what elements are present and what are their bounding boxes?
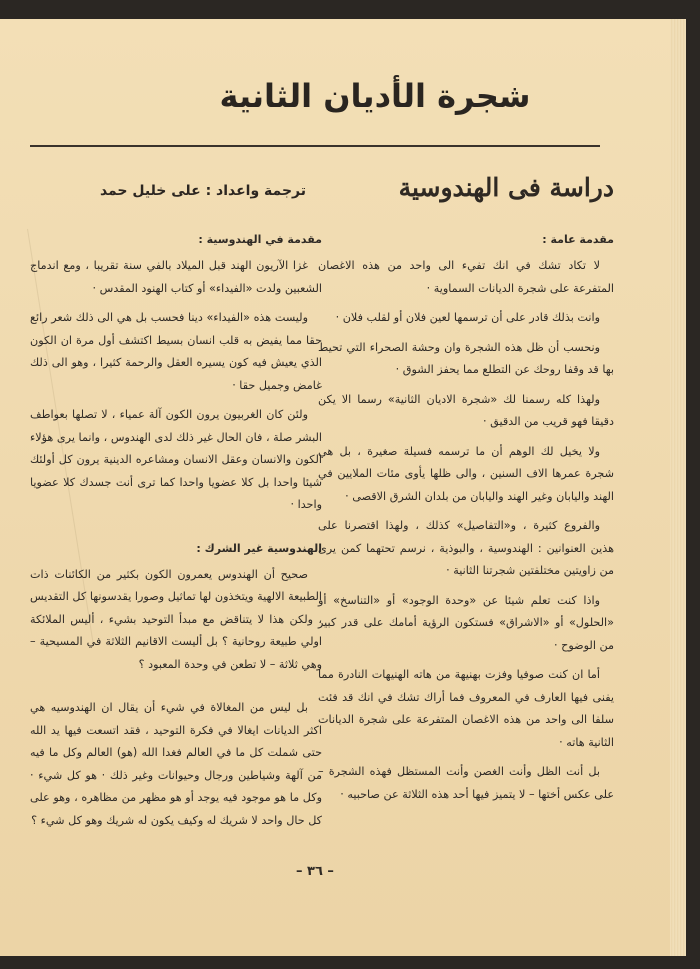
title-divider <box>30 145 600 147</box>
paragraph: غزا الآريون الهند قبل الميلاد بالفي سنة تقريبا ، ومع اندماج الشعبين ولدت «الفيداء» أو كتاب الهنود المقدس · <box>30 259 322 295</box>
section-heading: مقدمة عامة : <box>542 233 614 246</box>
right-column <box>318 229 614 813</box>
paragraph: صحيح أن الهندوس يعمرون الكون بكثير من الكائنات ذات الطبيعة الالهية ويتخذون لها تماثيل وصورا يقدسونها كل التقديس ، ولكن هذا لا يتناقض مع مبدأ التوحيد بشيء ، أليس الملائكة اولي طبيعة روحانية ؟ بل أليست الاقانيم الثلاثة في المسيحية – وهي ثلاثة – لا تطعن في وحدة المعبود ؟ <box>30 567 322 671</box>
paragraph: والفروع كثيرة ، و«التفاصيل» كذلك ، ولهذا اقتصرنا على هذين العنوانين : الهندوسية ، والبوذية ، نرسم تحتهما كمن يرى من زاويتين مختلفتين شجرتنا الثانية · <box>318 519 614 577</box>
left-column <box>30 229 322 839</box>
paragraph: ولا يخيل لك الوهم أن ما ترسمه فسيلة صغيرة ، بل هي شجرة عمرها الاف السنين ، والى ظلها يأوى مئات الملايين في الهند واليابان وغير الهند واليابان من بلدان الشرق الاقصى · <box>318 444 614 503</box>
section-heading: مقدمة في الهندوسية : <box>198 233 322 246</box>
paragraph: ولئن كان الغربيون يرون الكون آلة عمياء ، لا تصلها بعواطف البشر صلة ، فان الحال غير ذلك لدى الهندوس ، وانما يرى هؤلاء الكون والانسان وعقل الانسان ومشاعره الدينية يرون كل أولئك شيئا واحدا بل كلا عضويا واحدا كما ترى أنت جسدك كلا عضويا واحدا · <box>30 408 322 511</box>
paragraph: ولهذا كله رسمنا لك «شجرة الاديان الثانية» رسما الا يكن دقيقا فهو قريب من الدقيق · <box>318 392 614 428</box>
article-byline: ترجمة واعداد : على خليل حمد <box>99 183 306 199</box>
section-spacer <box>30 683 322 697</box>
paragraph: واذا كنت تعلم شيئا عن «وحدة الوجود» أو «التناسخ» أو «الحلول» أو «الاشراق» فستكون الرؤية أمامك على قدر كبير من الوضوح · <box>318 593 614 652</box>
paragraph: بل ليس من المغالاة في شيء أن يقال ان الهندوسيه هي اكثر الديانات ايغالا في فكرة التوحيد ، فقد اتسعت فيها يد الله حتى شملت كل ما في العالم فغدا الله (هو) العالم وكل ما فيه من آلهة وشياطين ورجال وحيوانات وغير ذلك · هو كل شيء · وكل ما هو موجود فيه يوجد أو هو مظهر من مظاهره ، وهو على كل حال واحد لا شريك له وكيف يكون له شريك وهو كل شيء ؟ <box>30 701 322 827</box>
article-subtitle: دراسة فى الهندوسية <box>398 173 614 202</box>
paragraph: بل أنت الظل وأنت الغصن وأنت المستظل فهذه الشجرة – على عكس أختها – لا يتميز فيها أحد هذه الثلاثة عن صاحبيه · <box>318 765 614 801</box>
magazine-page <box>0 19 686 956</box>
section-spacer <box>30 524 322 538</box>
page-edge <box>670 19 686 956</box>
article-title: شجرة الأديان الثانية <box>219 77 531 115</box>
paragraph: ونحسب أن ظل هذه الشجرة وان وحشة الصحراء التي تحيط بها قد وقفا روحك عن التطلع مما يحفز الشوق · <box>318 340 614 376</box>
page-number: – ٣٦ – <box>296 864 334 879</box>
paragraph: أما ان كنت صوفيا وفزت بهنيهة من هاته الهنيهات النادرة مما يفنى فيها العارف في المعروف فما أراك تشك في انك قد فئت سلفا الى واحد من هذه الاغصان المتفرعة على شجرة الديانات الثانية هاته · <box>318 668 614 749</box>
paragraph: وانت بذلك قادر على أن ترسمها لعين فلان أو لقلب فلان · <box>335 311 600 324</box>
paragraph: لا تكاد تشك في انك تفيء الى واحد من هذه الاغصان المتفرعة على شجرة الديانات السماوية · <box>318 259 614 295</box>
paragraph: وليست هذه «الفيداء» دينا فحسب بل هي الى ذلك شعر رائع حقا مما يفيض به قلب انسان بسيط اكتشف أول مرة ان الكون الذي يعيش فيه كون يسيره العقل والرحمة كثيرا ، وهو الى ذلك غامض وجميل حقا · <box>30 311 322 392</box>
section-heading: الهندوسية غير الشرك : <box>196 541 322 555</box>
